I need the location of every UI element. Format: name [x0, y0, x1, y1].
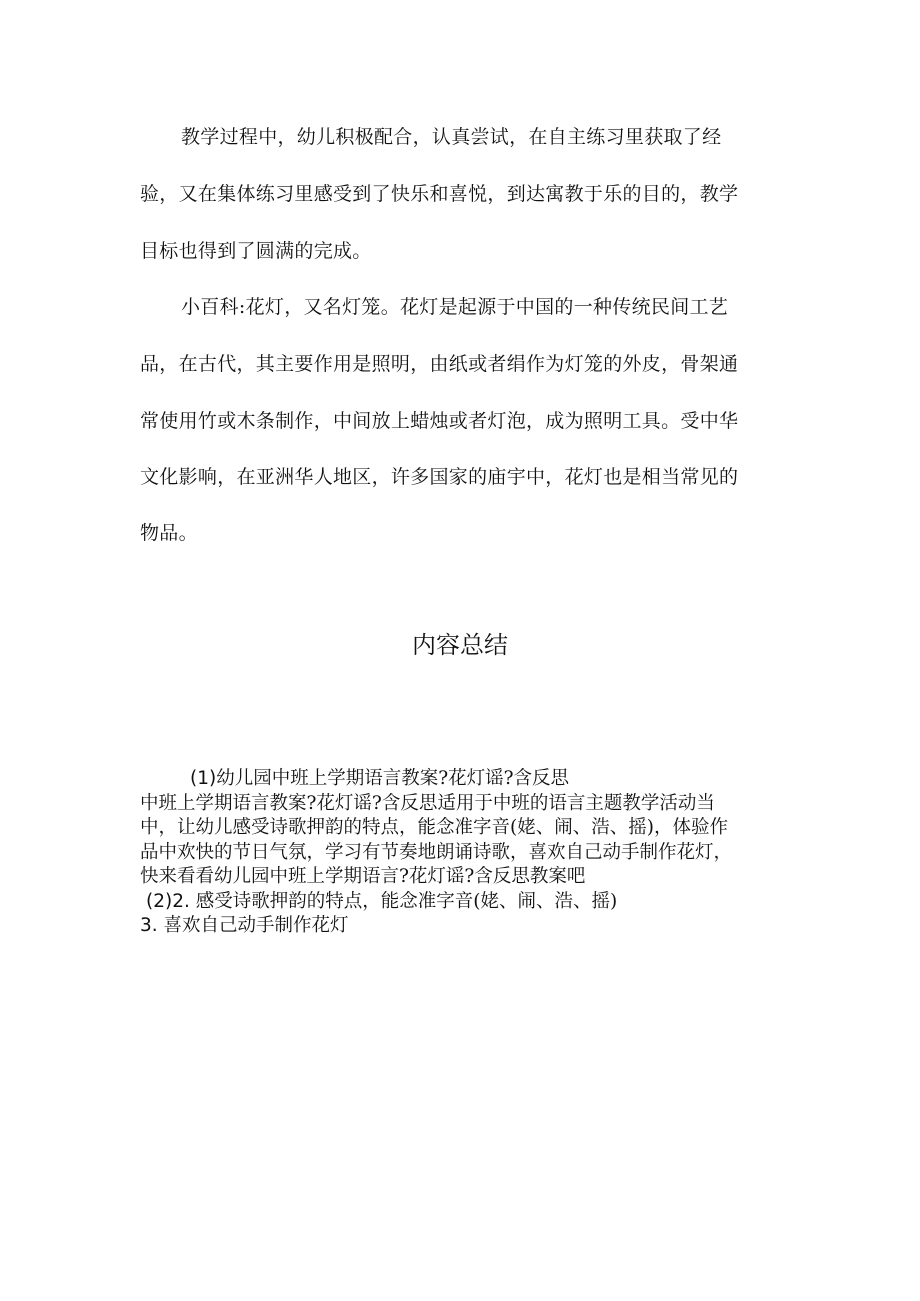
text-line: 验，又在集体练习里感受到了快乐和喜悦，到达寓教于乐的目的，教学	[140, 183, 739, 205]
text-line: 物品。	[140, 522, 198, 544]
summary-body-line: 快来看看幼儿园中班上学期语言?花灯谣?含反思教案吧	[140, 866, 586, 887]
text-line: 目标也得到了圆满的完成。	[140, 240, 372, 262]
item-number: (2)2.	[146, 890, 190, 912]
section-heading: 内容总结	[412, 631, 508, 659]
summary-block	[140, 767, 800, 939]
text-line: 品，在古代，其主要作用是照明，由纸或者绢作为灯笼的外皮，骨架通	[140, 353, 739, 375]
summary-item-3	[140, 914, 800, 939]
summary-body-line: 中，让幼儿感受诗歌押韵的特点，能念准字音(姥、闹、浩、摇)，体验作	[140, 817, 728, 838]
summary-body-line: 中班上学期语言教案?花灯谣?含反思适用于中班的语言主题教学活动当	[140, 792, 715, 814]
item-text: 感受诗歌押韵的特点，能念准字音(姥、闹、浩、摇)	[195, 890, 618, 912]
item-text: 喜欢自己动手制作花灯	[163, 915, 349, 936]
text-line: 教学过程中，幼儿积极配合，认真尝试，在自主练习里获取了经	[181, 126, 722, 148]
text-line: 文化影响，在亚洲华人地区，许多国家的庙宇中，花灯也是相当常见的	[140, 466, 739, 488]
text-line: 小百科:花灯，又名灯笼。花灯是起源于中国的一种传统民间工艺	[181, 296, 729, 318]
text-line: 常使用竹或木条制作，中间放上蜡烛或者灯泡，成为照明工具。受中华	[140, 410, 739, 432]
item-title: 幼儿园中班上学期语言教案?花灯谣?含反思	[216, 768, 570, 789]
summary-item-1-title	[140, 767, 800, 792]
summary-item-2	[140, 890, 800, 915]
summary-body-line: 品中欢快的节日气氛，学习有节奏地朗诵诗歌，喜欢自己动手制作花灯，	[140, 841, 733, 863]
item-number: (1)	[190, 768, 217, 789]
item-number: 3.	[140, 915, 158, 936]
